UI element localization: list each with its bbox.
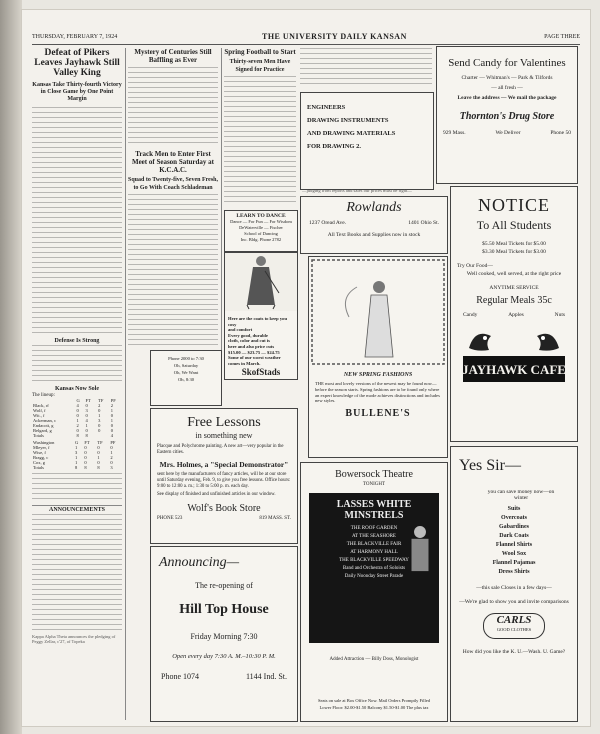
eng-lines-line: DRAWING INSTRUMENTS [307,117,389,124]
yessir-items-line: Flannel Shirts [495,542,533,548]
ad-lessons-footer2: See display of finished and unfinished articles in our window. [157,492,276,497]
yessir-items-line: Overcoats [501,515,527,521]
lineup-cell: 0 [97,460,100,465]
ad-notice-anytime: ANYTIME SERVICE [489,285,539,291]
carls-sub: GOOD CLOTHES [496,627,532,632]
subhead-defense: Defense Is Strong [54,338,100,344]
lineup-cell: 1 [74,445,78,450]
ad-notice-sub: To All Students [476,218,552,232]
dance-lines-line: School of Dancing [244,231,278,236]
lineup-cell: Wise, f [33,450,46,455]
ad-theatre-show: LASSES WHITE MINSTRELS [336,499,412,521]
ad-lessons-store: Wolf's Book Store [187,503,261,514]
ad-theatre [300,462,448,722]
theatre-lines-line: Band and Orchestra of Soloists [342,566,406,571]
skof-lines-line: and comfort [228,327,253,333]
lineup-cell: 0 [85,428,88,433]
skof-lines-line: $15.00 — $23.75 — $24.75 [228,349,280,355]
lineup-row [32,465,122,470]
ad-lessons-line1: Placque and Polychrome painting. A new art—very popular in the Eastern cities. [157,444,284,455]
masthead-date: THURSDAY, FEBRUARY 7, 1924 [32,34,118,40]
article-text-pikers [32,107,122,337]
ad-bullenes [308,256,448,458]
ad-lessons-body: sent here by the manufacturers of fancy articles, will be at our store until Saturday evening, Feb. 9, to give you free lessons. Office hours: 9:00 to 12:00 a. m.; 1:30 to 5:00 p. m. each day. [157,472,291,489]
lineup-cell: 2 [76,423,79,428]
lineup-cell: 0 [98,408,101,413]
newspaper-page [22,10,590,726]
lineup-cell: 0 [110,413,114,418]
theatre-lines-line: Daily Noonday Street Parade [344,574,404,579]
lineup-cell: 8 [84,465,87,470]
ad-candy-deliver: We Deliver [495,130,521,136]
ad-hilltop-open: Open every day 7:30 A. M.–10:30 P. M. [172,653,276,660]
lineup-cell: Washington [33,440,55,445]
theatre-lines-line: THE BLACKVILLE FAIR [346,542,402,547]
headline-pikers: Defeat of Pikers Leaves Jayhawk Still Valley King [34,48,120,78]
notice-item: Apples [508,312,524,318]
ad-candy-phone: Phone 50 [550,130,571,136]
ad-notice-try: Try Our Food— [457,263,493,269]
dance2-lines-line: Phone 2000 to 7:30 [168,356,204,361]
lineup-cell: FT [84,440,90,445]
lineup-cell: 8 [76,433,79,438]
ad-notice-well: Well cooked, well served, at the right price [466,271,562,277]
ad-theatre-poster [309,493,439,643]
ad-notice-title: NOTICE [478,195,550,215]
lineup-table-washington [32,440,122,470]
lineup-cell: 0 [84,445,87,450]
minstrel-figure [403,523,437,575]
lineup-cell: 0 [76,428,79,433]
ad-candy-addr: 929 Mass. [443,130,466,136]
lineup-cell: 0 [98,423,101,428]
announcements-text [32,514,122,634]
subhead-track: Squad to Twenty-five, Seven Fresh, to Go With Coach Schlademan [128,177,218,191]
lineup-cell: 4 [110,433,114,438]
ad-bullene-body: THE most and lovely versions of the newest may be found now—before the season starts. Spring fashions are to be found only where an expert knowledge of the mode achieves distinctions and includes new styles. [315,381,440,404]
article-text-mystery [128,67,218,147]
lineup-cell: Mleyer, f [33,445,50,450]
ad-candy-footer [443,130,571,136]
skof-lines-line: here and also price cuts [228,343,275,349]
lineup-table-kansas [32,398,122,438]
ad-candy-leave: Leave the address — We mail the package [457,95,557,101]
ad-notice-regular: Regular Meals 35c [476,295,552,306]
ad-yessir-footer: How did you like the K. U.—Wash. U. Game? [462,649,566,655]
masthead-page: PAGE THREE [544,34,580,40]
dance2-lines-line: Oh, Saturday [173,363,199,368]
skof-lines-line: Every good, durable [228,332,268,338]
ad-bullene-title: NEW SPRING FASHIONS [343,372,413,378]
lineup-cell: 1 [85,423,88,428]
lineup-cell: 0 [97,450,100,455]
article-text-defense [32,345,122,385]
theatre-lines-line: THE ROOF GARDEN [350,526,398,531]
notice-item: Nuts [554,312,565,318]
ad-dance2 [150,350,222,406]
ad-lessons-phone: PHONE 523 [157,516,183,521]
lineup-cell: 0 [76,408,79,413]
masthead [32,30,580,45]
announcement-theta: Kappa Alpha Theta announces the pledging of Peggy Zellar, c'27, of Topeka [32,634,116,645]
ad-lessons-title: Free Lessons [187,415,261,430]
dance-lines-line: Dance — For Fun — For Wisdom [230,219,292,224]
ad-hilltop-addr: 1144 Ind. St. [245,672,287,681]
theatre-lines-line: AT HARMONY HALL [350,550,398,555]
lineup-row [32,433,122,438]
lineup-cell: 0 [84,460,87,465]
column-sports [32,48,122,720]
lineup-cell: 8 [85,433,88,438]
ad-notice-items [463,312,565,318]
lineup-cell: 0 [85,413,88,418]
jayhawk-cafe-text: JAYHAWK CAFE [462,362,566,377]
yessir-items-line: Gabardines [498,524,529,530]
ad-yessir-sale: —this sale Closes in a few days— [476,585,552,591]
coat-illustration [225,253,297,311]
yessir-items-line: Dark Coats [499,533,529,539]
lineup-cell: TF [97,440,103,445]
ad-notice-price1: $5.50 Meal Tickets for $5.00 [482,241,546,247]
lineup-cell: 0 [76,413,79,418]
lineup-header-cell: PF [110,398,116,403]
carls-name: CARLS [496,614,532,626]
ad-rowlands [300,196,448,254]
skof-lines-line: Some of our worst weather [228,355,281,361]
ad-skof-lines [228,316,294,366]
lineup-cell: 0 [98,428,101,433]
lineup-cell: Belgard, g [33,428,52,433]
skof-lines-line: Here are the coats to keep you cosy [228,316,288,327]
jayhawk-cafe-logo [455,322,573,392]
lineup-cell: Wit., f [33,413,45,418]
ad-dance2-lines [151,355,221,383]
lineup-header-cell: G [76,398,80,403]
lineup-cell: 1 [110,408,114,413]
column-mystery [128,48,218,348]
notice-item: Candy [463,312,478,318]
ad-hilltop [150,546,298,722]
ad-hilltop-reopening: The re-opening of [195,581,253,590]
ad-skof-name: SkofStads [241,367,281,378]
lineup-cell: 8 [74,465,78,470]
lineup-cell: 3 [74,450,78,455]
dance-lines-line: Inc. Bldg. Phone 2782 [240,237,282,242]
ad-dance-title: LEARN TO DANCE [236,213,286,219]
lineup-cell: 1 [76,418,79,423]
ad-notice-price2: $3.30 Meal Tickets for $3.00 [482,249,546,255]
lineup-cell: Ackerman, c [33,418,56,423]
lineup-cell: 4 [85,418,88,423]
yessir-items-line: Dress Shirts [498,569,530,575]
ad-rowlands-right: 1401 Ohio St. [408,220,439,226]
subhead-pikers: Kansas Take Thirty-fourth Victory in Close Game by One Point Margin [32,82,122,102]
headline-mystery: Mystery of Centuries Still Baffling as Ever [134,48,212,64]
binding-edge [0,0,22,734]
ad-yessir [450,446,578,722]
eng-lines-line: ENGINEERS [307,104,346,111]
ad-engineers [300,92,434,190]
article-text-football [224,76,296,206]
lineup-cell: G [74,440,79,445]
lineup-header-cell: TF [98,398,104,403]
ad-skofstads [224,252,298,380]
lineup-cell: 0 [84,450,87,455]
ad-candy-store: Thornton's Drug Store [459,111,555,122]
ad-lessons-sub: in something new [195,431,253,440]
ad-candy-fresh: — all fresh — [491,85,523,91]
ad-lessons-addr: 819 MASS. ST. [259,516,291,521]
column-continued [300,48,432,88]
ad-theatre-prices: Lower Floor: $2.00-$1.50 Balcony $1.50-$1.00 The plus tax [319,705,429,710]
lineup-cell: 8 [97,465,100,470]
ad-hilltop-announcing: Announcing— [159,555,240,570]
ad-rowlands-title: Rowlands [346,200,402,215]
ad-candy-brands: Charter — Whitman's — Park & Tilfords [461,75,553,81]
lineup-cell: 0 [85,403,88,408]
headline-track: Track Men to Enter First Meet of Season Saturday at K.C.A.C. [131,150,215,174]
eng-lines-line: FOR DRAWING 2. [307,143,361,150]
subhead-sole: Kansas Now Sole [54,386,99,392]
ad-yessir-title: Yes Sir— [459,457,521,474]
ad-candy-title: Send Candy for Valentines [448,57,566,69]
ad-lessons-name: Mrs. Holmes, a "Special Demonstrator" [159,460,289,469]
lineup-cell: Totals [33,433,44,438]
column-football [224,48,296,208]
ad-yessir-intro: you can save money now—on winter [487,489,555,501]
lineup-cell: 0 [110,423,114,428]
lineup-cell: Cox, g [33,460,46,465]
ad-yessir-items [451,505,577,577]
lineup-cell: 2 [110,455,113,460]
skof-lines-line: cloth, color and cut is [228,338,270,344]
announcements-heading: ANNOUNCEMENTS [32,505,122,514]
lineup-cell: 1 [110,418,114,423]
ad-notice [450,186,578,442]
lineup-cell: 1 [98,413,101,418]
ad-engineers-lines [307,101,433,153]
article-text-track [128,194,218,348]
lineup-cell: Bragg, c [33,455,49,460]
lineup-cell: 3 [85,408,88,413]
lineup-header-cell: FT [85,398,91,403]
ad-rowlands-left: 1237 Oread Ave. [309,220,347,226]
article-text-lineup [32,473,122,503]
yessir-items-line: Flannel Pajamas [492,560,536,566]
ad-hilltop-phone: Phone 1074 [161,672,199,681]
lineup-cell: 4 [76,403,79,408]
masthead-title: THE UNIVERSITY DAILY KANSAN [262,32,407,41]
lineup-cell: 2 [98,403,101,408]
lineup-cell: 1 [74,455,78,460]
ad-theatre-seats: Seats on sale at Box Office Now. Mail Orders Promptly Filled [318,698,430,703]
skof-lines-line: comes in March. [228,360,261,366]
lineup-cell: 1 [97,455,100,460]
lineup-cell: Wolf, f [33,408,46,413]
dance-lines-line: DeWaterville — Fischer [239,225,283,230]
ad-dance [224,210,298,252]
lineup-cell: Black, rf [33,403,49,408]
dance2-lines-line: Oh, 8:30 [177,377,195,382]
lineup-cell: Totals [33,465,44,470]
ad-theatre-tonight: TONIGHT [362,482,386,487]
ad-hilltop-name: Hill Top House [179,602,269,617]
ad-dance-lines [225,219,297,243]
lineup-cell: 1 [74,460,78,465]
ad-engineers-footer: —judging from reports and sales our prices must be right— [302,188,412,193]
ad-candy [436,46,578,184]
yessir-items-line: Suits [507,506,521,512]
lineup-title: The lineup: [32,393,55,398]
carls-logo [483,613,545,639]
lineup-cell: 0 [110,428,114,433]
ad-theatre-added: Added Attraction — Billy Doss, Monologist [329,657,419,662]
ad-bullene-name: BULLENE'S [345,408,411,420]
lineup-cell: 0 [110,445,113,450]
dance2-lines-line: Oh, We Want [173,370,199,375]
lineup-cell: 0 [110,460,113,465]
ad-yessir-glad: —We're glad to show you and invite comparisons [459,599,569,605]
lineup-cell: 0 [97,445,100,450]
lineup-cell: Endacott, g [33,423,54,428]
ad-theatre-title: Bowersock Theatre [335,469,413,480]
ad-hilltop-when: Friday Morning 7:30 [190,632,258,641]
subhead-football: Thirty-seven Men Have Signed for Practice [229,59,291,73]
lineup-cell: 3 [110,465,113,470]
ad-rowlands-sub: All Text Books and Supplies now in stock [327,232,421,238]
lineup-cell: 1 [110,450,113,455]
lineup-cell: PF [110,440,116,445]
headline-football: Spring Football to Start [224,48,296,56]
article-text-continued [300,48,432,86]
theatre-lines-line: AT THE SEASHORE [352,534,396,539]
fashion-illustration [309,257,447,367]
eng-lines-line: AND DRAWING MATERIALS [307,130,396,137]
lineup-cell: 3 [98,418,101,423]
yessir-items-line: Wool Sox [501,551,527,557]
ad-free-lessons [150,408,298,544]
theatre-lines-line: THE BLACKVILLE SPEEDWAY [339,558,409,563]
lineup-cell: 2 [110,403,114,408]
lineup-cell [97,433,110,438]
lineup-cell: 0 [84,455,87,460]
